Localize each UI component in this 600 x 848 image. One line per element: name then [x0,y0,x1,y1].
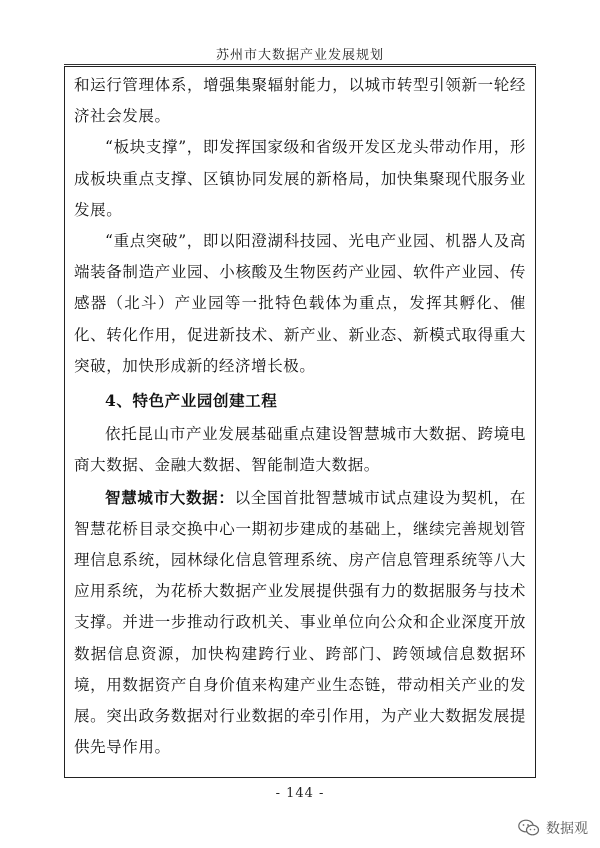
page-number: - 144 - [275,786,325,801]
body-text [74,70,526,763]
paragraph-5-body: 以全国首批智慧城市试点建设为契机，在智慧花桥目录交换中心一期初步建成的基础上，继续完善规划管理信息系统，园林绿化信息管理系统、房产信息管理系统等八大应用系统，为花桥大数据产业发展提供强有力的数据服务与技术支撑。并进一步推动行政机关、事业单位向公众和企业深度开放数据信息资源，加快构建跨行业、跨部门、跨领域信息数据环境，用数据资产自身价值来构建产业生态链，带动相关产业的发展。突出政务数据对行业数据的牵引作用，为产业大数据发展提供先导作用。 [74,488,526,757]
paragraph-2: “板块支撑”，即发挥国家级和省级开发区龙头带动作用，形成板块重点支撑、区镇协同发展的新格局，加快集聚现代服务业发展。 [74,138,526,219]
page-header: 苏州市大数据产业发展规划 [215,48,384,63]
paragraph-5 [74,482,526,764]
watermark-label: 数据观 [546,821,588,837]
paragraph-1: 和运行管理体系，增强集聚辐射能力，以城市转型引领新一轮经济社会发展。 [74,76,526,126]
paragraph-3: “重点突破”，即以阳澄湖科技园、光电产业园、机器人及高端装备制造产业园、小核酸及生物医药产业园、软件产业园、传感器（北斗）产业园等一批特色载体为重点，发挥其孵化、催化、转化作用，促进新技术、新产业、新业态、新模式取得重大突破，加快形成新的经济增长极。 [74,232,526,375]
section-heading: 4、特色产业园创建工程 [105,391,278,411]
wechat-icon [518,819,540,837]
header-rule [64,64,536,65]
paragraph-5-lead: 智慧城市大数据： [105,487,235,507]
paragraph-4: 依托昆山市产业发展基础重点建设智慧城市大数据、跨境电商大数据、金融大数据、智能制造大数据。 [74,425,526,475]
watermark [518,818,588,838]
